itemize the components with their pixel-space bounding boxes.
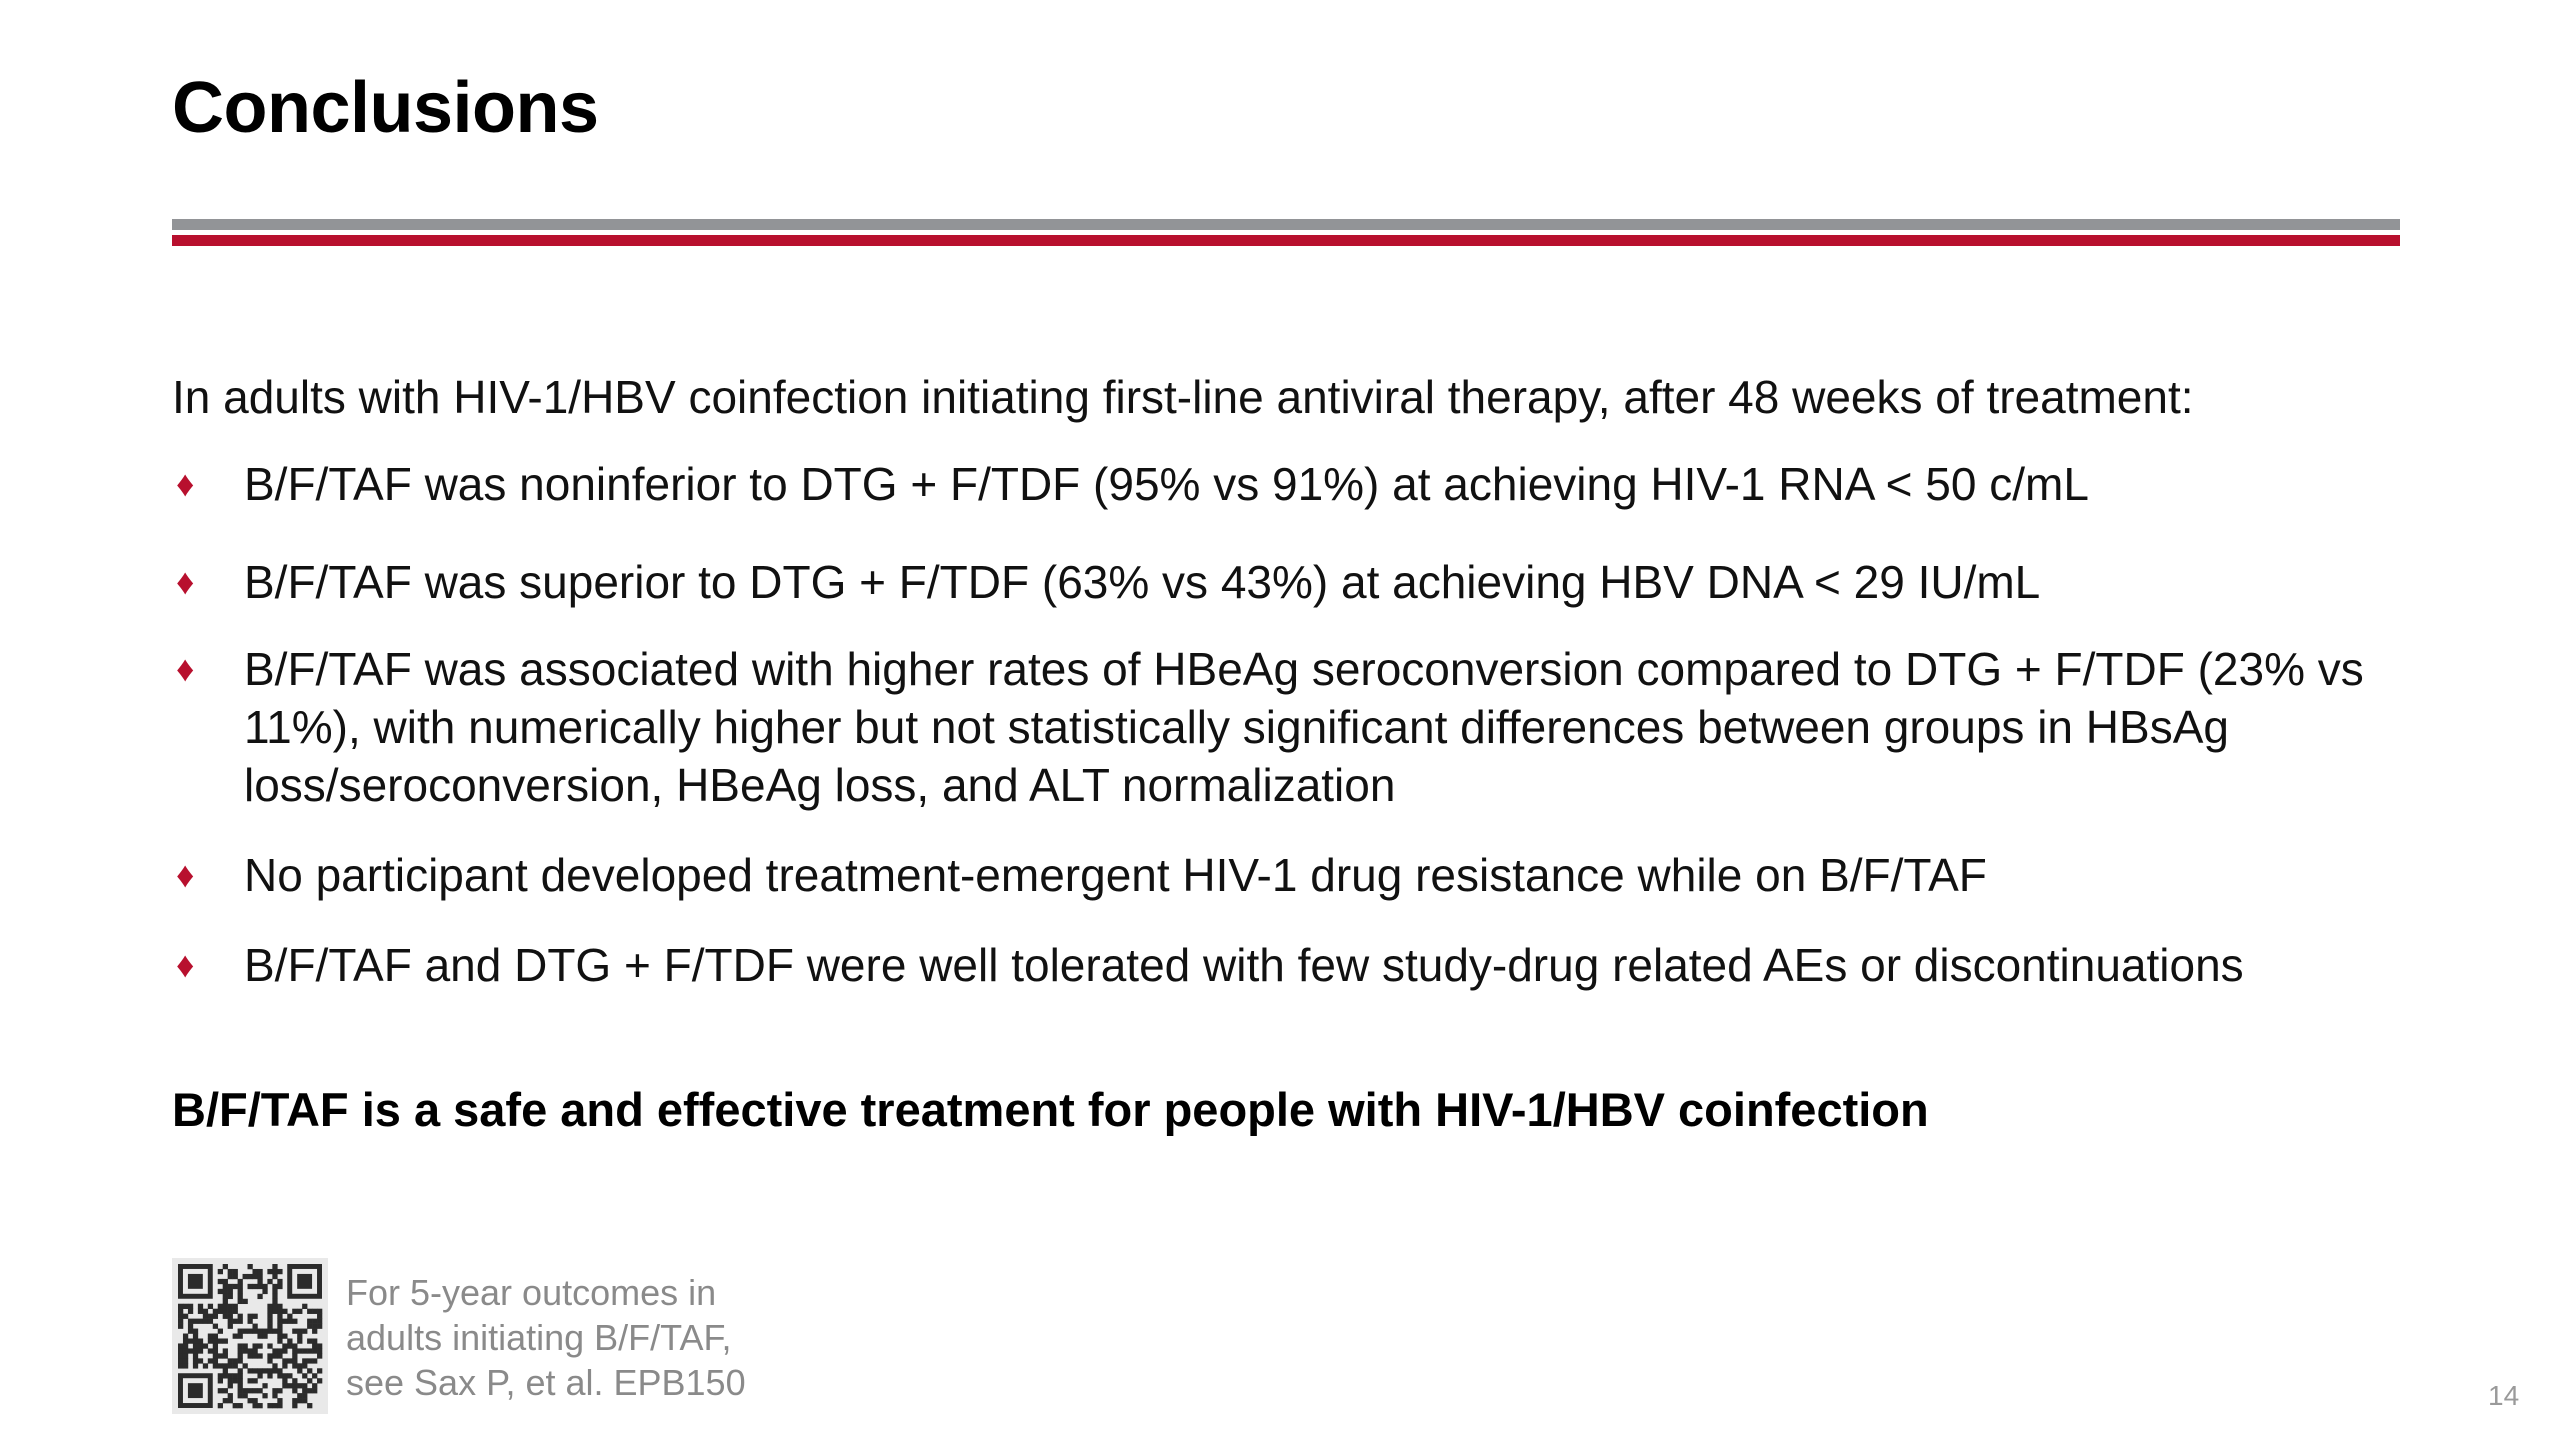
qr-note-line: For 5-year outcomes in xyxy=(346,1272,717,1313)
slide-title: Conclusions xyxy=(172,68,599,148)
diamond-bullet-icon: ♦ xyxy=(176,463,195,504)
title-rule-gray xyxy=(172,219,2400,230)
bullet-text: B/F/TAF was noninferior to DTG + F/TDF (95% vs 91%) at achieving HIV-1 RNA < 50 c/mL xyxy=(244,458,2089,510)
qr-note xyxy=(346,1270,746,1405)
bullet-text: B/F/TAF was associated with higher rates of HBeAg seroconversion compared to DTG + F/TDF (23% vs 11%), with numerically higher but not statistically significant differences between groups in HBsAg loss/seroconversion, HBeAg loss, and ALT normalization xyxy=(244,643,2364,811)
bullet-text: No participant developed treatment-emergent HIV-1 drug resistance while on B/F/TAF xyxy=(244,849,1987,901)
conclusion-statement: B/F/TAF is a safe and effective treatment for people with HIV-1/HBV coinfection xyxy=(172,1083,1929,1136)
qr-note-line: see Sax P, et al. EPB150 xyxy=(346,1362,746,1403)
diamond-bullet-icon: ♦ xyxy=(176,854,195,895)
page-number: 14 xyxy=(2488,1380,2520,1411)
qr-code-icon[interactable] xyxy=(172,1258,328,1414)
intro-text: In adults with HIV-1/HBV coinfection initiating first-line antiviral therapy, after 48 weeks of treatment: xyxy=(172,371,2194,423)
title-rule-red xyxy=(172,235,2400,246)
qr-note-line: adults initiating B/F/TAF, xyxy=(346,1317,732,1358)
diamond-bullet-icon: ♦ xyxy=(176,944,195,985)
diamond-bullet-icon: ♦ xyxy=(176,648,195,689)
diamond-bullet-icon: ♦ xyxy=(176,561,195,602)
bullet-text: B/F/TAF was superior to DTG + F/TDF (63% vs 43%) at achieving HBV DNA < 29 IU/mL xyxy=(244,556,2041,608)
bullet-text: B/F/TAF and DTG + F/TDF were well tolerated with few study-drug related AEs or discontinuations xyxy=(244,939,2244,991)
